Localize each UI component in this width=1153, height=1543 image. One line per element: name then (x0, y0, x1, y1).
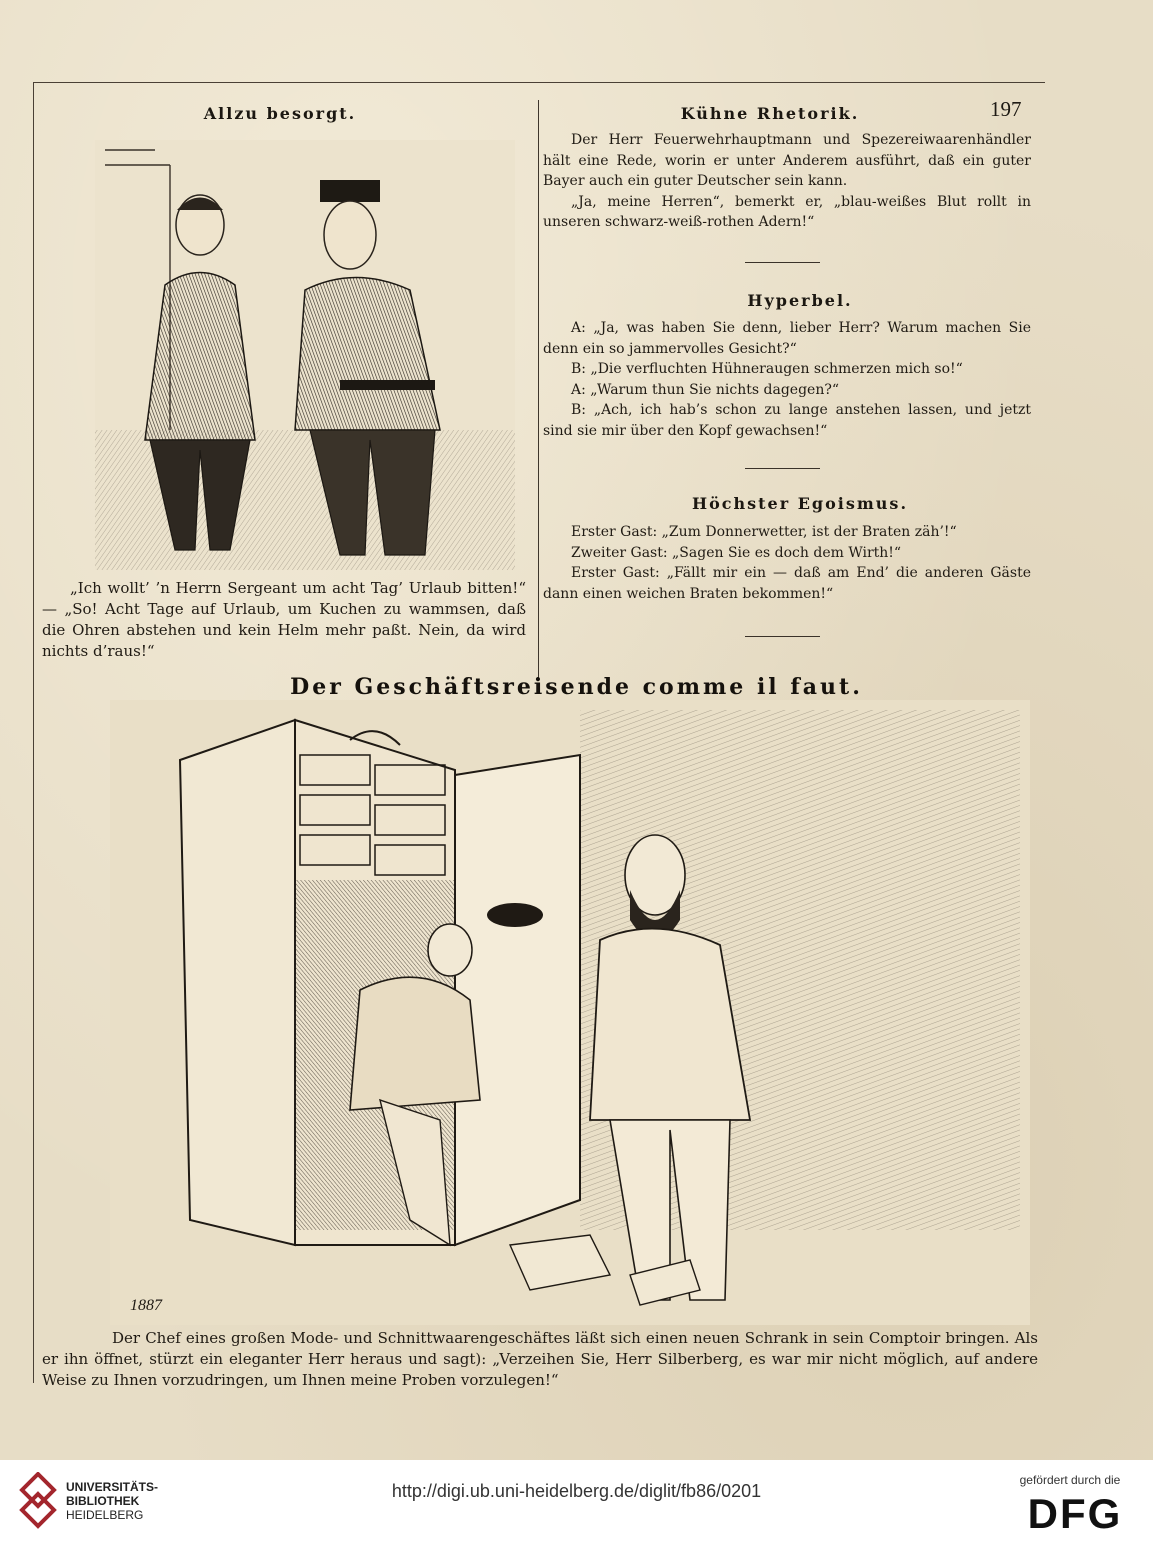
column-rule (538, 100, 539, 680)
section-body-hoechster-egoismus: Erster Gast: „Zum Donnerwetter, ist der Braten zäh’!“ Zweiter Gast: „Sagen Sie es doch dem Wirth!“ Erster Gast: „Fällt mir ein — daß am End’ die anderen Gäste dann einen weichen Braten bekommen!“ (543, 524, 1031, 602)
main-cartoon-caption: Der Chef eines großen Mode- und Schnittwaarengeschäftes läßt sich einen neuen Schrank in sein Comptoir bringen. Als er ihn öffnet, stürzt ein eleganter Herr heraus und sagt): „Verzeihen Sie, Herr Silberberg, es war mir nicht möglich, auf andere Weise zu Ihnen vorzudringen, um Ihnen meine Proben vorzulegen!“ (42, 1329, 1038, 1389)
source-url-link[interactable]: http://digi.ub.uni-heidelberg.de/diglit/fb86/0201 (391, 1481, 762, 1501)
left-article-title: Allzu besorgt. (203, 104, 357, 123)
main-cartoon-title: Der Geschäftsreisende comme il faut. (290, 674, 863, 700)
soldiers-illustration (95, 140, 515, 570)
library-name: UNIVERSITÄTS- BIBLIOTHEK HEIDELBERG (66, 1480, 159, 1522)
funder-label: gefördert durch die (1019, 1473, 1121, 1487)
section-divider (745, 468, 820, 469)
section-title-hyperbel: Hyperbel. (747, 291, 853, 310)
section-body-hyperbel: A: „Ja, was haben Sie denn, lieber Herr? Warum machen Sie denn ein so jammervolles Gesicht?“ B: „Die verfluchten Hühneraugen schmerzen mich so!“ A: „Warum thun Sie nichts dagegen?“ B: „Ach, ich hab’s schon zu lange anstehen lassen, und jetzt sind sie mir über den Kopf gewachsen!“ (543, 320, 1031, 439)
cartoon-signature: 1887 (130, 1297, 162, 1314)
cabinet-cartoon-illustration (110, 700, 1030, 1325)
section-body-kuehne-rhetorik: Der Herr Feuerwehrhauptmann und Spezereiwaarenhändler hält eine Rede, worin er unter Anderem ausführt, daß ein guter Bayer auch ein guter Deutscher sein kann. „Ja, meine Herren“, bemerkt er, „blau-weißes Blut rollt in unseren schwarz-weiß-rothen Adern!“ (543, 132, 1031, 230)
section-title-hoechster-egoismus: Höchster Egoismus. (691, 494, 909, 513)
dfg-logo: DFG (1027, 1490, 1123, 1537)
page-number: 197 (990, 97, 1022, 121)
section-divider (745, 262, 820, 263)
section-divider (745, 636, 820, 637)
section-title-kuehne-rhetorik: Kühne Rhetorik. (680, 104, 860, 123)
left-article-caption: „Ich wollt’ ’n Herrn Sergeant um acht Tag’ Urlaub bitten!“ — „So! Acht Tage auf Urlaub, um Kuchen zu wammsen, daß die Ohren abstehen und kein Helm mehr paßt. Nein, da wird nichts d’raus!“ (42, 579, 526, 660)
